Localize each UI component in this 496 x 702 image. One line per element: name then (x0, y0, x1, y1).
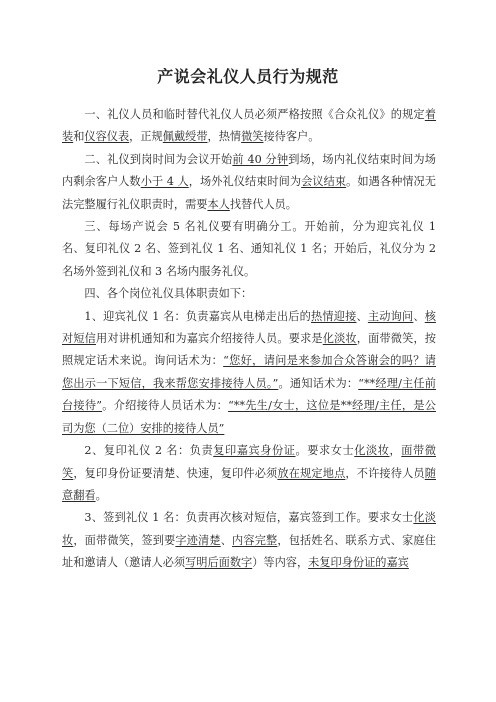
underlined-text: 内容完整 (232, 533, 278, 547)
text-run: 。要求女士 (295, 444, 355, 458)
underlined-text: 本人 (207, 197, 230, 211)
text-run: ，热情 (207, 130, 242, 144)
text-run: 用对讲机通知和为嘉宾介绍接待人员。要求是 (96, 332, 323, 346)
paragraph (62, 216, 436, 283)
underlined-text: 核对短信 (62, 309, 436, 346)
document-body (62, 104, 436, 575)
text-run: 1、迎宾礼仪 1 名：负责嘉宾从电梯走出后的 (84, 309, 311, 323)
underlined-text: 仪容仪表 (84, 130, 130, 144)
text-run: 四、各个岗位礼仪具体职责如下： (84, 287, 253, 301)
text-run: ，面带微笑，按照规定话术来说。询问话术为： (62, 332, 436, 368)
text-run: ，面带微笑，签到要 (73, 533, 176, 547)
underlined-text: 复印嘉宾身份证 (213, 444, 296, 458)
underlined-text: “**先生/女士，这位是**经理/主任，是公司为您（二位）安排的接待人员” (62, 399, 436, 435)
text-run: ）等内容， (252, 556, 309, 570)
underlined-text: 佩戴绶带 (162, 130, 208, 144)
text-run: ，复印身份证要清楚、快速，复印件必须 (73, 466, 278, 480)
text-run: 3、签到礼仪 1 名：负责再次核对短信，嘉宾签到工作。要求女士 (84, 511, 414, 525)
underlined-text: 化淡妆 (62, 511, 436, 547)
paragraph (62, 283, 436, 305)
text-run: 。介绍接待人员话术为： (102, 399, 229, 413)
text-run: 。如遇各种情况无法完整履行礼仪职责时，需要 (62, 175, 436, 211)
underlined-text: “您好，请问是来参加合众答谢会的吗？请您出示一下短信，我来帮您安排接待人员。” (62, 354, 436, 390)
underlined-text: 化淡妆 (322, 332, 357, 346)
text-run: 2、复印礼仪 2 名：负责 (84, 444, 214, 458)
document-title: 产说会礼仪人员行为规范 (157, 67, 339, 86)
paragraph (62, 149, 436, 216)
text-run: 找替代人员。 (229, 197, 297, 211)
underlined-text: 热情迎接 (311, 309, 357, 323)
text-run: ，不许接待人员 (345, 466, 425, 480)
paragraph (62, 306, 436, 440)
text-run: ，包括姓名、联系方式、家庭住址和邀请人（邀请人必须 (62, 533, 436, 570)
text-run: 到场，场内礼仪结束时间为场内剩余客户人数 (62, 152, 436, 189)
underlined-text: 着装 (62, 108, 436, 144)
underlined-text: 随意翻看 (62, 466, 436, 502)
underlined-text: 小于 4 人 (140, 175, 189, 189)
text-run: ，场外礼仪结束时间为 (188, 175, 302, 189)
underlined-text: 未复印身份证的嘉宾 (308, 556, 409, 570)
text-run: 三、每场产说会 5 名礼仪要有明确分工。开始前，分为迎宾礼仪 1 名、复印礼仪 2 名、签到礼仪 1 名、通知礼仪 1 名；开始后，礼仪分为 2 名场外签到礼仪和 3 名场内服务礼仪。 (62, 220, 436, 278)
text-run: 接待客户。 (263, 130, 320, 144)
underlined-text: 会议结束 (301, 175, 347, 189)
text-run: 二、礼仪到岗时间为会议开始 (84, 152, 233, 166)
underlined-text: 前 40 分钟 (232, 152, 289, 166)
text-run: 。 (95, 488, 107, 502)
underlined-text: 放在规定地点 (277, 466, 346, 480)
underlined-text: 写明后面数字 (185, 556, 253, 570)
text-run: 、 (413, 309, 425, 323)
text-run: ，正规 (129, 130, 163, 144)
text-run: 。通知话术为： (278, 376, 359, 390)
text-run: 、 (356, 309, 368, 323)
underlined-text: 微笑 (241, 130, 264, 144)
underlined-text: “**经理/主任前台接待” (62, 376, 436, 413)
text-run: 、 (220, 533, 233, 547)
text-run: 一、礼仪人员和临时替代礼仪人员必须严格按照《合众礼仪》的规定 (84, 108, 425, 121)
text-run: ， (389, 444, 402, 458)
underlined-text: 面带微笑 (62, 444, 436, 480)
paragraph (62, 507, 436, 574)
paragraph (62, 440, 436, 507)
text-run: 和 (73, 130, 85, 144)
underlined-text: 化淡妆 (354, 444, 390, 458)
underlined-text: 主动询问 (367, 309, 414, 323)
underlined-text: 字迹清楚 (175, 533, 221, 547)
paragraph (62, 104, 436, 149)
